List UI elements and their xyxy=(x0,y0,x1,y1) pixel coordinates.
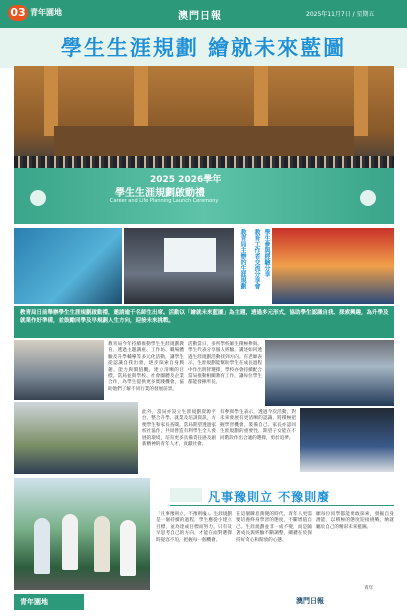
photo-group[interactable] xyxy=(14,340,104,400)
issue-date: 2025年11月7日 / 星期五 xyxy=(306,11,375,18)
banner-emblem-icon xyxy=(360,190,376,206)
article-column: 活動當日，多所學校師生積極參與。學生代表分享個人經驗，講述如何透過生涯規劃活動找到方向。有老師表示，生涯規劃能幫助學生在成長過程中作出明智選擇，學校亦會持續配合當局推動相關教育工作，讓每位學生都能發揮所長。 xyxy=(188,342,262,386)
article-column: 此外，當局亦設立生涯規劃資源平台，整合升學、就業及培訓資訊，方便學生和家長查閱。當局期望透過家校社協作，共同營造有利學生全人發展的環境，培育更多具備責任感及創新精神的青年人才，貢獻社會。 xyxy=(142,410,216,448)
photo-auditorium[interactable] xyxy=(300,408,394,472)
footer-masthead[interactable]: 澳門日報 xyxy=(296,596,324,605)
student xyxy=(120,520,136,576)
column-tag xyxy=(170,488,202,502)
pillar xyxy=(354,66,368,136)
column-paragraph: 願每位同學都能勇敢探索，發掘自身潛能，以積極的態度迎接挑戰，繪就屬於自己的精彩未來藍圖。 xyxy=(316,512,394,530)
banner-date: 2025 2026學年 xyxy=(150,175,222,185)
photo-campus-students[interactable] xyxy=(14,478,150,590)
student xyxy=(62,514,78,570)
photo-caption: 教青局主辦的生涯規劃 xyxy=(239,229,246,289)
photo-speaker[interactable] xyxy=(124,228,234,304)
section-number-badge: 03 xyxy=(8,5,28,21)
divider xyxy=(170,505,394,506)
article-column: 教青局今年持續推動學生生涯規劃教育，透過主題講座、工作坊、職場體驗及升學輔導等多元化活動，讓學生從認識自我出發，逐步探索自身興趣、能力與價值觀，建立清晰的目標。當局並與學校、社會團體及企業合作，為學生提供更多實踐機會，協助他們了解不同行業的發展前景。 xyxy=(108,342,184,392)
stage xyxy=(54,126,354,158)
column-paragraph: 「凡事豫則立，不豫則廢」。生涯規劃是一個持續的過程，學生應從小建立目標，並為達成目標而努力。只有及早思考自己的方向，才能在面對選擇時從容不迫，把握每一個機會。 xyxy=(156,512,232,543)
column-title: 凡事豫則立 不豫則廢 xyxy=(208,490,331,504)
banner-subtitle: Career and Life Planning Launch Ceremony xyxy=(110,198,219,204)
photo-students[interactable] xyxy=(14,402,138,474)
banner-title: 學生生涯規劃啟動禮 xyxy=(115,188,205,199)
footer-section-name: 青年園地 xyxy=(20,598,48,606)
photo-interactive-screen[interactable] xyxy=(14,228,122,304)
student xyxy=(34,518,50,574)
masthead-logo[interactable]: 澳門日報 xyxy=(178,11,222,22)
projection-screen xyxy=(164,238,216,272)
banner-emblem-icon xyxy=(30,190,46,206)
article-column: 有參與學生表示，透過今次活動，對未來發展有更清晰的認識，將積極把握學習機會，裝備自己。家長亦認同生涯規劃的重要性，期望子女能在不同階段作出合適的選擇，勇於追夢。 xyxy=(220,410,296,441)
byline: 青年 xyxy=(364,586,374,591)
intro-text: 教青局日前舉辦學生生涯規劃啟動禮，邀請逾千名師生出席。活動以「繪就未來藍圖」為主題，透過多元形式，協助學生認識自我、探索興趣，為升學及就業作好準備，並鼓勵同學及早規劃人生方向，迎接未來挑戰。 xyxy=(20,310,389,324)
photo-booth[interactable] xyxy=(272,228,394,304)
section-name: 青年園地 xyxy=(30,8,62,17)
photo-caption: 教育工作者交流分享會 xyxy=(253,229,260,289)
page-headline: 學生生涯規劃 繪就未來藍圖 xyxy=(60,36,347,60)
column-paragraph: 在這個瞬息萬變的時代，青年人更需要培養終身學習的態度，不斷增值自己。生涯規劃並非一成不變，而是隨著成長與經驗不斷調整，關鍵在於保持好奇心和開放的心態。 xyxy=(236,512,312,543)
photo-classroom[interactable] xyxy=(265,340,394,406)
student xyxy=(94,516,110,572)
photo-caption: 學生參與經驗分享 xyxy=(263,229,270,277)
